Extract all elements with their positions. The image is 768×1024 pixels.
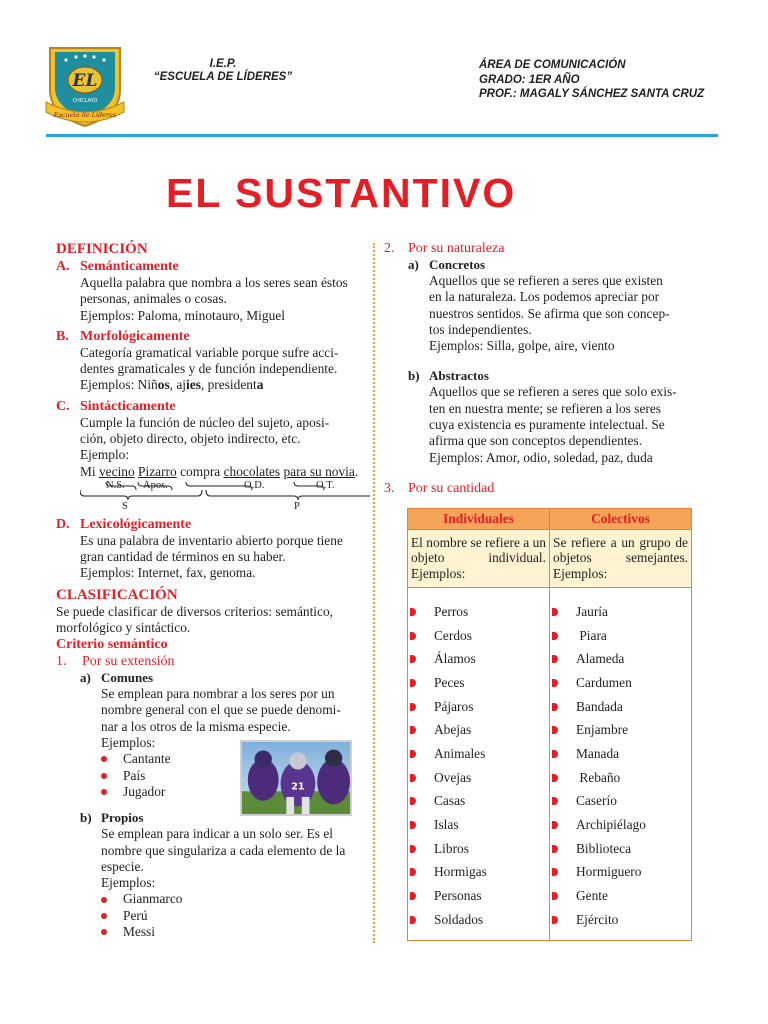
colectivos-desc: Se refiere a un grupo de objetos semejantes. Ejemplos: (549, 530, 691, 587)
text-line: cuya existencia es puramente intelectual. Se (429, 417, 665, 433)
bullet-icon (410, 632, 416, 640)
bullet-icon (410, 679, 416, 687)
clasificacion-body (56, 604, 366, 637)
table-cell: Alameda (576, 651, 625, 667)
table-row (550, 647, 691, 671)
bullet-icon (552, 845, 558, 853)
table-cell: Caserío (576, 793, 617, 809)
text-line: nombre general con el que se puede denomi- (101, 702, 341, 718)
number: 1. (56, 654, 67, 670)
table-row (408, 624, 549, 648)
bullet-icon (101, 773, 107, 779)
word: vecino (98, 463, 135, 479)
teacher-label: PROF.: MAGALY SÁNCHEZ SANTA CRUZ (479, 88, 705, 100)
bullet-icon (101, 756, 107, 762)
table-cell: Cardumen (576, 674, 632, 690)
bullet-icon (552, 797, 558, 805)
table-row (550, 624, 691, 648)
table-cell: Casas (434, 793, 466, 809)
table-cell: Álamos (434, 651, 476, 667)
bullet-icon (552, 774, 558, 782)
text-line: especie. (101, 858, 144, 874)
text-line: Aquellos que se refieren a seres que solo exis- (429, 384, 677, 400)
table-header (408, 509, 691, 529)
bullet-icon (552, 726, 558, 734)
bullet-icon (101, 897, 107, 903)
text-line: Ejemplos: Paloma, minotauro, Miguel (80, 307, 285, 323)
abstractos-title: Abstractos (429, 368, 489, 384)
table-cell: Peces (434, 674, 465, 690)
table-cell: Libros (434, 840, 469, 856)
text-line: nuestros sentidos. Se afirma que son concep- (429, 305, 670, 321)
bullet-icon (410, 703, 416, 711)
table-cell: Islas (434, 817, 459, 833)
table-row (550, 766, 691, 790)
table-cell: Pájaros (434, 698, 474, 714)
item-text: País (123, 767, 146, 783)
cantidad-heading (384, 480, 696, 497)
header-individuales: Individuales (443, 511, 514, 526)
text-line: ción, objeto directo, objeto indirecto, etc. (80, 431, 301, 447)
table-cell: Gente (576, 888, 608, 904)
table-cell: Manada (576, 745, 620, 761)
section-d-letter: D. (56, 516, 70, 532)
bullet-icon (410, 821, 416, 829)
text-line: Aquella palabra que nombra a los seres sean éstos (80, 275, 348, 290)
text-line: personas, animales o cosas. (80, 291, 227, 307)
bullet-icon (552, 703, 558, 711)
list-item (101, 908, 366, 924)
item-text: Gianmarco (123, 891, 183, 907)
course-info (479, 58, 704, 102)
comunes-title: Comunes (101, 670, 154, 686)
concretos-title: Concretos (429, 257, 486, 272)
table-row (408, 647, 549, 671)
school-name (148, 58, 298, 84)
bullet-icon (410, 655, 416, 663)
bullet-icon (552, 632, 558, 640)
item-text: Cantante (123, 751, 171, 767)
morpheme: a (256, 377, 264, 393)
table-row (550, 718, 691, 742)
text-line: Ejemplos: Silla, golpe, aire, viento (429, 338, 615, 354)
section-c-body (56, 415, 366, 464)
table-row (408, 695, 549, 719)
svg-text:EL: EL (72, 71, 98, 91)
section-b-heading (56, 328, 366, 345)
text-line: dentes gramaticales y de función independiente. (80, 361, 338, 377)
morpheme: ies (186, 377, 201, 393)
table-cell: Piara (576, 627, 607, 643)
page-title: EL SUSTANTIVO (166, 170, 517, 216)
table-row (408, 861, 549, 885)
table-cell: Biblioteca (576, 840, 632, 856)
bullet-icon (552, 608, 558, 616)
text-line: afirma que son conceptos dependientes. (429, 433, 643, 449)
abstractos-body (384, 384, 696, 465)
propios-body (56, 826, 366, 891)
table-row (550, 600, 691, 624)
school-logo (40, 40, 130, 130)
bullet-icon (552, 655, 558, 663)
letter: b) (408, 368, 420, 384)
table-row (408, 718, 549, 742)
od-label: O.D. (244, 479, 265, 491)
area-label: ÁREA DE COMUNICACIÓN (479, 59, 626, 71)
text-line: nombre que singulariza a cada elemento de la (101, 842, 346, 858)
syntax-labels (80, 480, 370, 516)
school-line2: “ESCUELA DE LÍDERES” (153, 71, 293, 83)
text-line: Ejemplos: (101, 875, 156, 891)
text-line: tos independientes. (429, 321, 532, 337)
section-c-title: Sintácticamente (80, 398, 176, 414)
example-line (80, 377, 366, 393)
table-row (408, 766, 549, 790)
text-line: ten en nuestra mente; se refieren a los seres (429, 400, 662, 416)
abstractos-heading (384, 368, 696, 384)
table-cell: Hormiguero (576, 864, 642, 880)
table-row (550, 908, 691, 932)
word: Mi (80, 463, 99, 479)
table-cell: Hormigas (434, 864, 487, 880)
bullet-icon (410, 845, 416, 853)
clasificacion-heading: CLASIFICACIÓN (56, 586, 178, 603)
number: 2. (384, 241, 395, 256)
table-body (408, 587, 691, 940)
ot-label: O.T. (316, 479, 335, 491)
table-row (550, 837, 691, 861)
concretos-heading (384, 257, 696, 273)
extension-heading (56, 653, 366, 670)
right-column (384, 240, 696, 497)
table-row (408, 813, 549, 837)
football-players-photo (240, 740, 352, 816)
text-line: Ejemplo: (80, 447, 130, 463)
propios-title: Propios (101, 810, 144, 826)
text-line: Cumple la función de núcleo del sujeto, aposi- (80, 414, 330, 430)
text-line: morfológico y sintáctico. (56, 619, 191, 635)
naturaleza-title: Por su naturaleza (408, 241, 505, 256)
propios-list (56, 891, 366, 940)
table-row (550, 861, 691, 885)
cantidad-title: Por su cantidad (408, 480, 495, 496)
bullet-icon (101, 913, 107, 919)
svg-text:21: 21 (291, 781, 305, 793)
svg-text:Escuela de Líderes: Escuela de Líderes (53, 111, 117, 119)
bullet-icon (101, 789, 107, 795)
section-b-body (56, 345, 366, 394)
item-text: Perú (123, 907, 148, 923)
table-cell: Perros (434, 603, 469, 619)
left-column (56, 240, 366, 940)
column-divider (373, 243, 375, 943)
bullet-icon (410, 892, 416, 900)
bullet-icon (101, 929, 107, 935)
text-line: Ejemplos: (101, 735, 156, 751)
table-cell: Enjambre (576, 722, 629, 738)
text-line: en la naturaleza. Los podemos apreciar por (429, 289, 660, 305)
individuales-desc: El nombre se refiere a un objeto individual. Ejemplos: (411, 535, 546, 581)
section-c-heading (56, 398, 366, 415)
number: 3. (384, 480, 395, 496)
bullet-icon (410, 774, 416, 782)
table-cell: Rebaño (576, 769, 621, 785)
colectivos-column (549, 588, 691, 940)
text-line: Es una palabra de inventario abierto porque tiene (80, 532, 343, 548)
cantidad-table (407, 508, 692, 941)
word: . (354, 463, 359, 479)
bullet-icon (410, 750, 416, 758)
concretos-body (384, 273, 696, 354)
text-line: Aquellos que se refieren a seres que existen (429, 273, 663, 288)
svg-text:CHICLAYO: CHICLAYO (72, 98, 98, 104)
p-label: P (294, 500, 300, 512)
bullet-icon (410, 797, 416, 805)
section-a-letter: A. (56, 259, 70, 274)
table-cell: Ovejas (434, 769, 472, 785)
table-row (408, 671, 549, 695)
list-item (101, 924, 366, 940)
school-line1: I.E.P. (209, 58, 237, 70)
bullet-icon (552, 750, 558, 758)
table-row (408, 884, 549, 908)
table-row (408, 600, 549, 624)
table-cell: Cerdos (434, 627, 472, 643)
table-cell: Jauría (576, 603, 608, 619)
individuales-column (408, 588, 549, 940)
bullet-icon (552, 821, 558, 829)
bullet-icon (552, 679, 558, 687)
criterio-title: Criterio semántico (56, 637, 168, 653)
letter: a) (408, 257, 419, 272)
example-text: , president (200, 377, 257, 393)
bullet-icon (410, 916, 416, 924)
section-b-title: Morfológicamente (80, 328, 190, 344)
table-row (550, 695, 691, 719)
example-sentence (56, 464, 366, 516)
word: Pizarro (138, 463, 177, 479)
example-text: , aj (169, 377, 187, 393)
example-prefix: Ejemplos: Niñ (80, 377, 158, 393)
table-row (408, 790, 549, 814)
section-a-body (56, 275, 366, 324)
bullet-icon (410, 608, 416, 616)
table-row (550, 813, 691, 837)
table-cell: Animales (434, 745, 486, 761)
section-a-title: Semánticamente (80, 259, 179, 274)
section-d-title: Lexicológicamente (80, 516, 192, 532)
section-d-body (56, 533, 366, 582)
table-description-row (408, 529, 691, 587)
text-line: gran cantidad de términos en su haber. (80, 548, 286, 564)
item-text: Jugador (123, 783, 166, 799)
ns-label: N.S. (106, 479, 125, 491)
bullet-icon (410, 868, 416, 876)
header-colectivos: Colectivos (549, 509, 691, 529)
extension-title: Por su extensión (82, 654, 175, 670)
criterio-heading (56, 636, 366, 653)
letter: a) (80, 670, 91, 686)
text-line: Se emplean para indicar a un solo ser. Es el (101, 826, 334, 842)
table-cell: Archipiélago (576, 817, 646, 833)
text-line: nar a los otros de la misma especie. (101, 718, 291, 734)
header-divider (46, 134, 718, 137)
comunes-heading (56, 670, 366, 686)
text-line: Categoría gramatical variable porque sufre acci- (80, 344, 339, 360)
text-line: Se puede clasificar de diversos criterios: semántico, (56, 603, 334, 619)
apos-label: Apos. (143, 479, 168, 491)
section-b-letter: B. (56, 328, 69, 344)
table-cell: Abejas (434, 722, 472, 738)
grade-label: GRADO: 1ER AÑO (479, 73, 580, 86)
word: para su novia (283, 463, 355, 479)
list-item (101, 891, 366, 907)
table-cell: Ejército (576, 911, 619, 927)
table-cell: Soldados (434, 911, 484, 927)
definicion-heading: DEFINICIÓN (56, 241, 148, 257)
word: compra (176, 463, 224, 479)
table-cell: Bandada (576, 698, 623, 714)
text-line: Ejemplos: Amor, odio, soledad, paz, duda (429, 449, 653, 465)
text-line: Se emplean para nombrar a los seres por un (101, 686, 335, 702)
text-line: Ejemplos: Internet, fax, genoma. (80, 565, 256, 581)
morpheme: os (157, 377, 170, 393)
word: chocolates (223, 463, 281, 479)
section-d-heading (56, 516, 366, 533)
item-text: Messi (123, 924, 155, 940)
table-row (408, 742, 549, 766)
s-label: S (122, 500, 128, 512)
table-cell: Personas (434, 888, 482, 904)
section-c-letter: C. (56, 398, 70, 414)
bullet-icon (552, 868, 558, 876)
section-a-heading (56, 258, 366, 275)
naturaleza-heading (384, 240, 696, 257)
bullet-icon (552, 916, 558, 924)
table-row (408, 837, 549, 861)
bullet-icon (410, 726, 416, 734)
table-row (550, 671, 691, 695)
table-row (550, 884, 691, 908)
table-row (550, 742, 691, 766)
letter: b) (80, 810, 92, 826)
table-row (550, 790, 691, 814)
table-row (408, 908, 549, 932)
bullet-icon (552, 892, 558, 900)
